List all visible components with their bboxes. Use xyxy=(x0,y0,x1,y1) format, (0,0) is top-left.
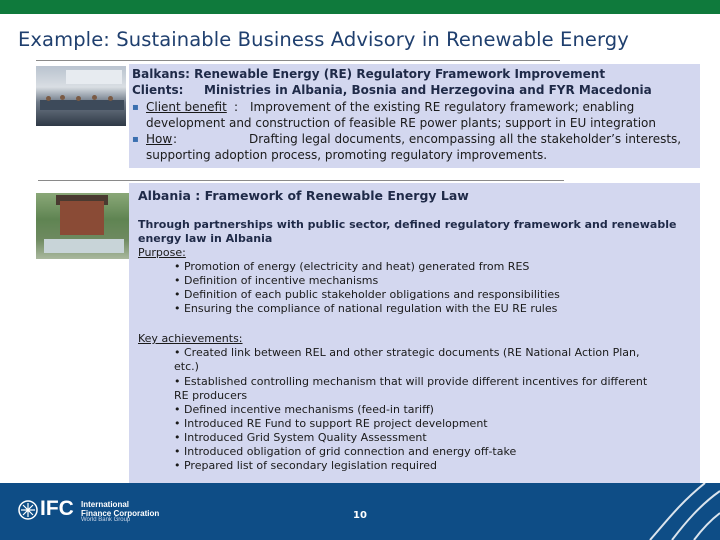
world-bank-group-text: World Bank Group xyxy=(81,517,131,523)
ifc-logo-icon xyxy=(18,500,38,520)
benefit-text: Improvement of the existing RE regulatory framework; enabling xyxy=(250,100,635,114)
how-text-cont: supporting adoption process, promoting regulatory improvements. xyxy=(146,148,548,162)
achievement-line: • Introduced Grid System Quality Assessment xyxy=(174,431,427,444)
purpose-item: • Ensuring the compliance of national regulation with the EU RE rules xyxy=(174,302,558,315)
photo-person xyxy=(108,96,113,101)
hydro-plant-photo xyxy=(36,193,130,259)
achievement-line: RE producers xyxy=(174,389,248,402)
how-colon: : xyxy=(173,132,178,146)
achievement-line: • Introduced RE Fund to support RE project development xyxy=(174,417,488,430)
purpose-item: • Definition of each public stakeholder obligations and responsibilities xyxy=(174,288,560,301)
photo-water xyxy=(44,239,124,253)
achievement-line: • Created link between REL and other strategic documents (RE National Action Plan, xyxy=(174,346,640,359)
achievements-label: Key achievements: xyxy=(138,332,243,345)
benefit-label: Client benefit xyxy=(146,100,227,114)
achievement-line: • Introduced obligation of grid connection and energy off-take xyxy=(174,445,517,458)
photo-building xyxy=(60,201,104,235)
photo-table xyxy=(40,100,124,110)
logo-line: Finance Corporation xyxy=(81,509,160,518)
purpose-label: Purpose: xyxy=(138,246,186,259)
conference-photo xyxy=(36,66,126,126)
how-label: How xyxy=(146,132,173,146)
ifc-logo-text: IFC xyxy=(40,497,74,520)
purpose-item: • Definition of incentive mechanisms xyxy=(174,274,379,287)
section1-heading: Balkans: Renewable Energy (RE) Regulatory Framework Improvement xyxy=(132,67,606,81)
achievement-line: • Prepared list of secondary legislation required xyxy=(174,459,438,472)
clients-value: Ministries in Albania, Bosnia and Herzegovina and FYR Macedonia xyxy=(204,83,652,97)
ifc-logo-subtitle xyxy=(81,500,159,518)
top-accent-bar xyxy=(0,0,720,14)
divider xyxy=(38,180,564,181)
intro-line: Through partnerships with public sector, defined regulatory framework and renewable xyxy=(138,218,677,231)
benefit-colon: : xyxy=(234,100,239,114)
photo-person xyxy=(76,96,81,101)
logo-line: International xyxy=(81,500,130,509)
bullet-icon: ▪ xyxy=(132,102,139,113)
how-text: Drafting legal documents, encompassing all the stakeholder’s interests, xyxy=(249,132,682,146)
benefit-text-cont: development and construction of feasible RE power plants; support in EU integration xyxy=(146,116,656,130)
photo-banner xyxy=(66,70,122,84)
purpose-item: • Promotion of energy (electricity and heat) generated from RES xyxy=(174,260,530,273)
footer-decoration xyxy=(610,483,720,540)
page-number: 10 xyxy=(353,510,367,521)
divider xyxy=(36,60,560,61)
photo-person xyxy=(46,96,51,101)
achievement-line: etc.) xyxy=(174,360,199,373)
photo-person xyxy=(60,95,65,100)
clients-label: Clients: xyxy=(132,83,184,97)
achievement-line: • Defined incentive mechanisms (feed-in tariff) xyxy=(174,403,434,416)
section2-heading: Albania : Framework of Renewable Energy Law xyxy=(138,188,469,203)
achievement-line: • Established controlling mechanism that will provide different incentives for different xyxy=(174,375,648,388)
intro-line: energy law in Albania xyxy=(138,232,273,245)
bullet-icon: ▪ xyxy=(132,134,139,145)
slide-title: Example: Sustainable Business Advisory in Renewable Energy xyxy=(18,28,629,51)
photo-person xyxy=(92,95,97,100)
